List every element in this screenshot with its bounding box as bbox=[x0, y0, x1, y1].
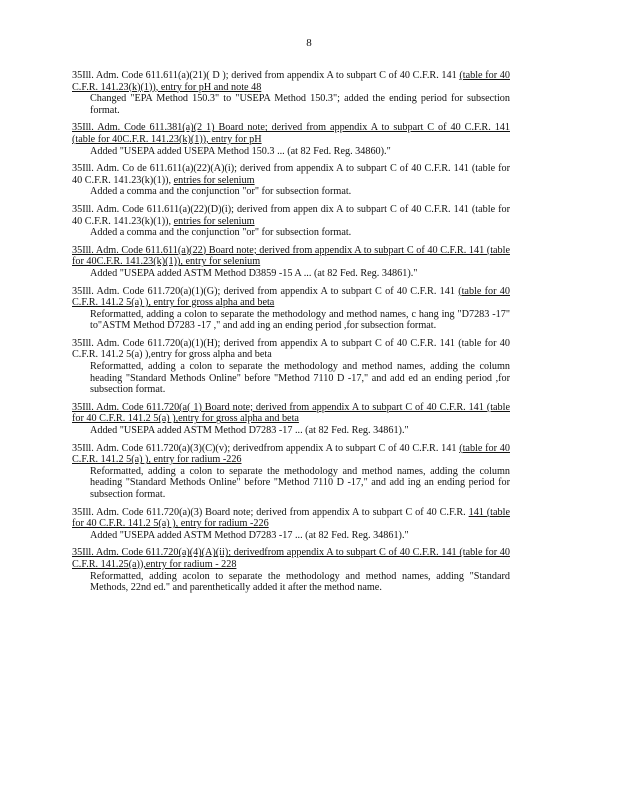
page-number: 8 bbox=[306, 37, 312, 49]
entry-10 bbox=[72, 507, 510, 542]
description: Added a comma and the conjunction "or" for subsection format. bbox=[90, 227, 352, 239]
entry-8 bbox=[72, 402, 510, 437]
citation-underlined-text: (table for 40 C.F.R. 141.23(k)(1)), entry for pH and note 48 bbox=[72, 70, 510, 93]
entry-3 bbox=[72, 163, 510, 198]
citation bbox=[72, 70, 510, 93]
citation-underlined-text: 35Ill. Adm. Code 611.381(a)(2 1) Board note; derived from appendix A to subpart C of 40 C.F.R. 141 (table for 40C.F.R. 141.23(k)(1)), entry for pH bbox=[72, 122, 510, 145]
citation-underlined-text: 35Ill. Adm. Code 611.720(a)(4)(A)(ii); derivedfrom appendix A to subpart C of 40 C.F.R. 141 (table for 40 C.F.R. 141.25(a)),entry for radium - 228 bbox=[72, 547, 510, 570]
citation bbox=[72, 338, 510, 361]
citation-underlined-text: (table for 40 C.F.R. 141.2 5(a) ), entry for gross alpha and beta bbox=[72, 285, 510, 309]
citation-text: 35Ill. Adm. Code 611.720(a)(3)(C)(v); derivedfrom appendix A to subpart C of 40 C.F.R. 141 bbox=[72, 442, 460, 454]
citation-text: 35Ill. Adm. Code 611.720(a)(1)(H); derived from appendix A to subpart C of 40 C.F.R. 141 (table for 40 C.F.R. 141.2 5(a) ),entry for gross alpha and beta bbox=[72, 337, 510, 361]
citation bbox=[72, 443, 510, 466]
entry-6 bbox=[72, 286, 510, 332]
description: Reformatted, adding a colon to separate the methodology and method names, c hang ing "D7283 -17" to"ASTM Method D7283 -17 ," and add ing an ending period ,for subsection format. bbox=[90, 308, 510, 332]
entry-9 bbox=[72, 443, 510, 501]
entry-2 bbox=[72, 122, 510, 157]
description: Added "USEPA added USEPA Method 150.3 ... (at 82 Fed. Reg. 34860)." bbox=[90, 145, 391, 157]
citation-underlined-text: 35Ill. Adm. Code 611.611(a)(22) Board note; derived from appendix A to subpart C of 40 C.F.R. 141 (table for 40C.F.R. 141.23(k)(1)), entry for selenium bbox=[72, 244, 510, 268]
citation-text: 35Ill. Adm. Code 611.720(a)(1)(G); derived from appendix A to subpart C of 40 C.F.R. 141 bbox=[72, 285, 459, 297]
entry-5 bbox=[72, 245, 510, 280]
description: Added "USEPA added ASTM Method D7283 -17 ... (at 82 Fed. Reg. 34861)." bbox=[90, 529, 409, 541]
citation-underlined-text: entries for selenium bbox=[173, 174, 255, 186]
description: Added "USEPA added ASTM Method D3859 -15 A ... (at 82 Fed. Reg. 34861)." bbox=[90, 267, 418, 279]
citation bbox=[72, 245, 510, 268]
description: Reformatted, adding a colon to separate the methodology and method names, adding the column heading "Standard Methods Online" before "Method 7110 D -17," and add ing an ending period for subsection format. bbox=[90, 465, 510, 500]
citation bbox=[72, 163, 510, 186]
citation bbox=[72, 286, 510, 309]
amendment-entries bbox=[72, 70, 510, 600]
citation-text: 35Ill. Adm. Code 611.611(a)(21)( D ); derived from appendix A to subpart C of 40 C.F.R. 141 bbox=[72, 70, 460, 81]
citation-underlined-text: entries for selenium bbox=[173, 215, 255, 227]
description: Changed "EPA Method 150.3" to "USEPA Method 150.3"; added the ending period for subsection format. bbox=[90, 93, 510, 116]
citation bbox=[72, 402, 510, 425]
citation-text: 35Ill. Adm. Code 611.611(a)(22)(D)(i); derived from appen dix A to subpart C of 40 C.F.R. 141 (table for 40 C.F.R. 141.23(k)(1)), bbox=[72, 203, 510, 227]
citation-text: 35Ill. Adm. Co de 611.611(a)(22)(A)(i); derived from appendix A to subpart C of 40 C.F.R. 141 (table for 40 C.F.R. 141.23(k)(1)), bbox=[72, 163, 510, 186]
citation bbox=[72, 547, 510, 570]
description: Reformatted, adding acolon to separate the methodology and method names, adding "Standard Methods, 22nd ed." and parenthetically added it after the method name. bbox=[90, 570, 510, 594]
description: Added "USEPA added ASTM Method D7283 -17 ... (at 82 Fed. Reg. 34861)." bbox=[90, 425, 409, 437]
citation-text: 35Ill. Adm. Code 611.720(a)(3) Board note; derived from appendix A to subpart C of 40 C.F.R. bbox=[72, 506, 469, 518]
entry-1 bbox=[72, 70, 510, 116]
description: Reformatted, adding a colon to separate the methodology and method names, adding the column heading "Standard Methods Online" before "Method 7110 D -17," and add ed an ending period ,for subsection format. bbox=[90, 361, 510, 396]
entry-11 bbox=[72, 547, 510, 593]
citation-underlined-text: (table for 40 C.F.R. 141.2 5(a) ), entry for radium -226 bbox=[72, 442, 510, 466]
citation-underlined-text: 35Ill. Adm. Code 611.720(a( 1) Board note; derived from appendix A to subpart C of 40 C.F.R. 141 (table for 40 C.F.R. 141.2 5(a) ),entry for gross alpha and beta bbox=[72, 401, 510, 425]
citation bbox=[72, 204, 510, 227]
citation bbox=[72, 122, 510, 145]
entry-7 bbox=[72, 338, 510, 396]
citation bbox=[72, 507, 510, 530]
description: Added a comma and the conjunction "or" for subsection format. bbox=[90, 186, 352, 198]
entry-4 bbox=[72, 204, 510, 239]
citation-underlined-text: 141 (table for 40 C.F.R. 141.2 5(a) ), entry for radium -226 bbox=[72, 506, 510, 530]
